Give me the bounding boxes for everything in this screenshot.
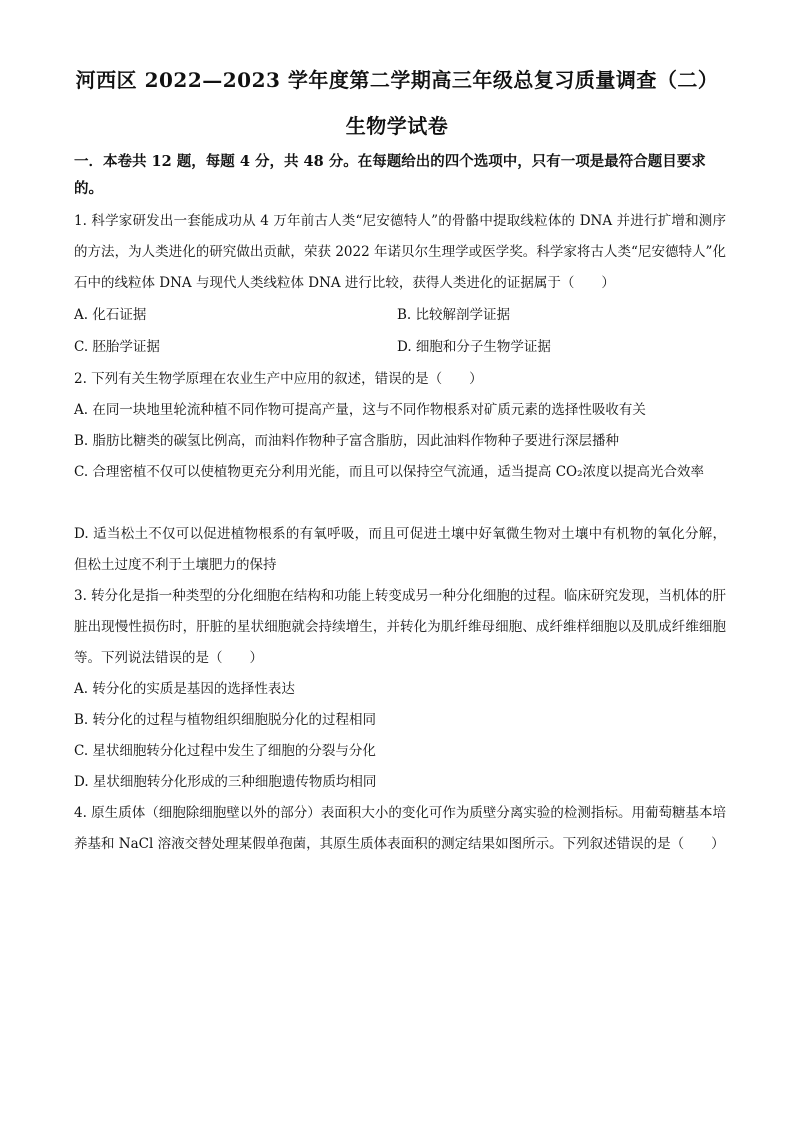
question-3-option-d: D. 星状细胞转分化形成的三种细胞遗传物质均相同 (74, 774, 377, 790)
question-4-stem: 4. 原生质体（细胞除细胞壁以外的部分）表面积大小的变化可作为质壁分离实验的检测指标。用葡萄糖基本培养基和 NaCl 溶液交替处理某假单孢菌，其原生质体表面积的测定结果如图所示。下列叙述错误的是（ ） (74, 805, 726, 852)
question-2-option-c: C. 合理密植不仅可以使植物更充分利用光能，而且可以保持空气流通，适当提高 CO₂浓度以提高光合效率 (74, 464, 705, 480)
question-2-option-a: A. 在同一块地里轮流种植不同作物可提高产量，这与不同作物根系对矿质元素的选择性吸收有关 (74, 402, 646, 418)
question-1-option-a: A. 化石证据 (74, 307, 147, 323)
question-1-option-d: D. 细胞和分子生物学证据 (397, 339, 551, 355)
section-instructions: 一．本卷共 12 题，每题 4 分，共 48 分。在每题给出的四个选项中，只有一项是最符合题目要求的。 (74, 153, 706, 197)
question-3-stem: 3. 转分化是指一种类型的分化细胞在结构和功能上转变成另一种分化细胞的过程。临床研究发现，当机体的肝脏出现慢性损伤时，肝脏的星状细胞就会持续增生，并转化为肌纤维母细胞、成纤维样细胞以及肌成纤维细胞等。下列说法错误的是（ ） (74, 588, 726, 666)
question-3-option-a: A. 转分化的实质是基因的选择性表达 (74, 681, 295, 697)
question-1-option-b: B. 比较解剖学证据 (397, 307, 511, 323)
question-1-option-c: C. 胚胎学证据 (74, 339, 160, 355)
question-3-option-b: B. 转分化的过程与植物组织细胞脱分化的过程相同 (74, 712, 377, 728)
question-2-option-b: B. 脂肪比糖类的碳氢比例高，而油料作物种子富含脂肪，因此油料作物种子要进行深层播种 (74, 433, 620, 449)
question-2-option-d: D. 适当松土不仅可以促进植物根系的有氧呼吸，而且可促进土壤中好氧微生物对土壤中有机物的氧化分解，但松土过度不利于土壤肥力的保持 (74, 526, 726, 573)
exam-title: 河西区 2022—2023 学年度第二学期高三年级总复习质量调查（二） (75, 68, 719, 92)
question-3-option-c: C. 星状细胞转分化过程中发生了细胞的分裂与分化 (74, 743, 376, 759)
question-1-stem: 1. 科学家研发出一套能成功从 4 万年前古人类“尼安德特人”的骨骼中提取线粒体的 DNA 并进行扩增和测序的方法，为人类进化的研究做出贡献，荣获 2022 年诺贝尔生理学或医学奖。科学家将古人类“尼安德特人”化石中的线粒体 DNA 与现代人类线粒体 DNA 进行比较，获得人类进化的证据属于（ ） (74, 213, 726, 291)
exam-subtitle: 生物学试卷 (345, 114, 449, 138)
question-2-stem: 2. 下列有关生物学原理在农业生产中应用的叙述，错误的是（ ） (74, 371, 483, 387)
